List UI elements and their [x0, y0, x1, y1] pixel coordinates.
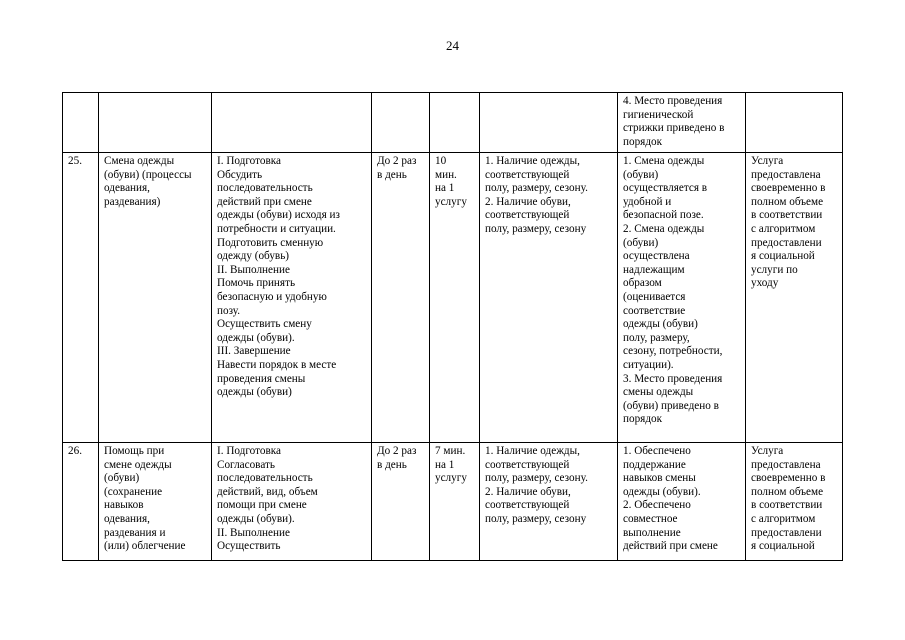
cell-text-line: одежды (обуви). — [217, 512, 295, 525]
cell-text-line: Подготовить сменную — [217, 236, 324, 249]
cell-text-line: Помощь при — [104, 445, 165, 457]
cell-text-line: одевания, — [104, 512, 150, 525]
cell-text-line: надлежащим — [623, 263, 685, 276]
cell-text-line: полу, размеру, — [623, 331, 690, 344]
cell-number — [63, 93, 99, 153]
cell-text-line: 3. Место проведения — [623, 372, 723, 385]
table-row — [63, 153, 843, 443]
cell-text-line: своевременно в — [751, 472, 826, 485]
cell-text-line: действий при смене — [217, 195, 312, 208]
cell-duration — [430, 153, 480, 443]
cell-conditions — [480, 153, 618, 443]
cell-text-line: на 1 — [435, 458, 455, 471]
cell-text-line: смене одежды — [104, 458, 172, 471]
cell-text-line: полном объеме — [751, 195, 824, 208]
cell-text-line: полу, размеру, сезону — [485, 222, 587, 235]
cell-text-line: я социальной — [751, 250, 815, 263]
cell-quality-indicators — [618, 153, 746, 443]
cell-text-line: Услуга — [751, 155, 784, 167]
cell-frequency — [372, 443, 430, 561]
cell-text-line: позу. — [217, 304, 241, 317]
cell-text-line: (обуви) (процессы — [104, 168, 192, 181]
cell-text-line: в день — [377, 168, 407, 181]
cell-text-line: с алгоритмом — [751, 222, 816, 235]
cell-text-line: ситуации). — [623, 358, 674, 371]
cell-text-line: действий, вид, объем — [217, 485, 318, 498]
cell-text-line: смены одежды — [623, 386, 694, 399]
cell-text-line: образом — [623, 277, 662, 290]
cell-text-line: Осуществить смену — [217, 318, 312, 331]
cell-text-line: полу, размеру, сезону. — [485, 472, 588, 485]
cell-number — [63, 153, 99, 443]
cell-text-line: я социальной — [751, 540, 815, 553]
cell-text-line: 1. Обеспечено — [623, 445, 691, 457]
cell-text-line: предоставлена — [751, 168, 821, 181]
cell-text-line: (обуви) приведено в — [623, 399, 719, 412]
cell-text-line: в соответствии — [751, 499, 823, 512]
cell-duration — [430, 93, 480, 153]
cell-text-line: уходу — [751, 277, 779, 290]
cell-text-line: безопасной позе. — [623, 209, 704, 222]
cell-text-line: на 1 — [435, 182, 455, 195]
cell-frequency — [372, 93, 430, 153]
cell-text-line: порядок — [623, 135, 663, 148]
cell-text-line: (или) облегчение — [104, 540, 186, 553]
cell-text-line: Согласовать — [217, 458, 275, 471]
cell-quality-indicators — [618, 93, 746, 153]
cell-quality-indicators — [618, 443, 746, 561]
cell-text-line: предоставлена — [751, 458, 821, 471]
cell-text-line: одежды (обуви) — [623, 318, 698, 331]
cell-text-line: одежду (обувь) — [217, 250, 290, 263]
cell-text-line: Помочь принять — [217, 277, 296, 290]
table-row — [63, 443, 843, 561]
cell-conditions — [480, 443, 618, 561]
cell-text-line: раздевания) — [104, 195, 161, 208]
cell-text-line: соответствие — [623, 304, 686, 317]
cell-text-line: навыков смены — [623, 472, 696, 485]
cell-evaluation — [746, 153, 843, 443]
cell-text-line: До 2 раз — [377, 445, 417, 457]
cell-service-name — [99, 443, 212, 561]
cell-text-line: порядок — [623, 413, 663, 426]
cell-text-line: навыков — [104, 499, 144, 512]
cell-text-line: одежды (обуви) — [217, 386, 292, 399]
cell-evaluation — [746, 93, 843, 153]
cell-text-line: услугу — [435, 472, 467, 485]
cell-text-line: соответствующей — [485, 499, 570, 512]
cell-text-line: стрижки приведено в — [623, 122, 725, 135]
cell-text-line: своевременно в — [751, 182, 826, 195]
cell-text-line: До 2 раз — [377, 155, 417, 167]
cell-text-line: Услуга — [751, 445, 784, 457]
cell-text-line: 2. Наличие обуви, — [485, 485, 571, 498]
cell-text-line: услугу — [435, 195, 467, 208]
cell-text-line: (обуви) — [104, 472, 140, 485]
cell-text-line: осуществляется в — [623, 182, 708, 195]
services-table — [62, 92, 843, 561]
cell-text-line: действий при смене — [623, 540, 718, 553]
cell-text-line: полном объеме — [751, 485, 824, 498]
cell-text-line: помощи при смене — [217, 499, 307, 512]
cell-text-line: 2. Наличие обуви, — [485, 195, 571, 208]
cell-text-line: I. Подготовка — [217, 445, 281, 457]
cell-text-line: II. Выполнение — [217, 263, 290, 276]
cell-service-name — [99, 93, 212, 153]
cell-text-line: совместное — [623, 512, 678, 525]
cell-text-line: в соответствии — [751, 209, 823, 222]
cell-service-content — [212, 153, 372, 443]
cell-conditions — [480, 93, 618, 153]
cell-text-line: 1. Смена одежды — [623, 155, 705, 167]
cell-text-line: с алгоритмом — [751, 512, 816, 525]
cell-text-line: 10 — [435, 155, 447, 167]
table-row — [63, 93, 843, 153]
cell-text-line: мин. — [435, 168, 457, 181]
cell-text-line: 1. Наличие одежды, — [485, 155, 580, 167]
cell-text-line: II. Выполнение — [217, 526, 290, 539]
cell-text-line: Обсудить — [217, 168, 263, 181]
cell-text-line: одежды (обуви) исходя из — [217, 209, 340, 222]
cell-text-line: гигиенической — [623, 108, 694, 121]
cell-duration — [430, 443, 480, 561]
cell-text-line: потребности и ситуации. — [217, 222, 336, 235]
cell-text-line: 1. Наличие одежды, — [485, 445, 580, 457]
cell-text-line: полу, размеру, сезону — [485, 512, 587, 525]
cell-text-line: 2. Смена одежды — [623, 222, 705, 235]
cell-text-line: безопасную и удобную — [217, 290, 327, 303]
cell-text-line: полу, размеру, сезону. — [485, 182, 588, 195]
cell-text-line: (обуви) — [623, 168, 659, 181]
cell-text-line: одевания, — [104, 182, 150, 195]
cell-text-line: 7 мин. — [435, 445, 466, 457]
cell-text-line: (сохранение — [104, 485, 163, 498]
cell-text-line: предоставлени — [751, 236, 822, 249]
cell-text-line: соответствующей — [485, 209, 570, 222]
cell-text-line: 26. — [68, 445, 82, 457]
cell-evaluation — [746, 443, 843, 561]
cell-text-line: последовательность — [217, 182, 313, 195]
cell-service-name — [99, 153, 212, 443]
cell-text-line: 25. — [68, 155, 82, 167]
cell-text-line: 4. Место проведения — [623, 95, 723, 107]
cell-text-line: Смена одежды — [104, 155, 175, 167]
cell-text-line: I. Подготовка — [217, 155, 281, 167]
cell-text-line: удобной и — [623, 195, 672, 208]
cell-text-line: в день — [377, 458, 407, 471]
cell-text-line: поддержание — [623, 458, 686, 471]
cell-text-line: (оценивается — [623, 290, 686, 303]
cell-text-line: Навести порядок в месте — [217, 358, 337, 371]
cell-text-line: одежды (обуви). — [217, 331, 295, 344]
cell-text-line: (обуви) — [623, 236, 659, 249]
cell-text-line: осуществлена — [623, 250, 690, 263]
cell-text-line: раздевания и — [104, 526, 166, 539]
cell-text-line: соответствующей — [485, 458, 570, 471]
cell-text-line: проведения смены — [217, 372, 306, 385]
cell-text-line: одежды (обуви). — [623, 485, 701, 498]
cell-frequency — [372, 153, 430, 443]
cell-text-line: предоставлени — [751, 526, 822, 539]
cell-text-line: сезону, потребности, — [623, 345, 723, 358]
cell-text-line: выполнение — [623, 526, 681, 539]
cell-text-line: III. Завершение — [217, 345, 291, 358]
cell-number — [63, 443, 99, 561]
page-number: 24 — [446, 38, 459, 53]
cell-service-content — [212, 93, 372, 153]
cell-text-line: Осуществить — [217, 540, 281, 553]
cell-text-line: соответствующей — [485, 168, 570, 181]
cell-text-line: последовательность — [217, 472, 313, 485]
cell-text-line: услуги по — [751, 263, 798, 276]
cell-text-line: 2. Обеспечено — [623, 499, 691, 512]
cell-service-content — [212, 443, 372, 561]
